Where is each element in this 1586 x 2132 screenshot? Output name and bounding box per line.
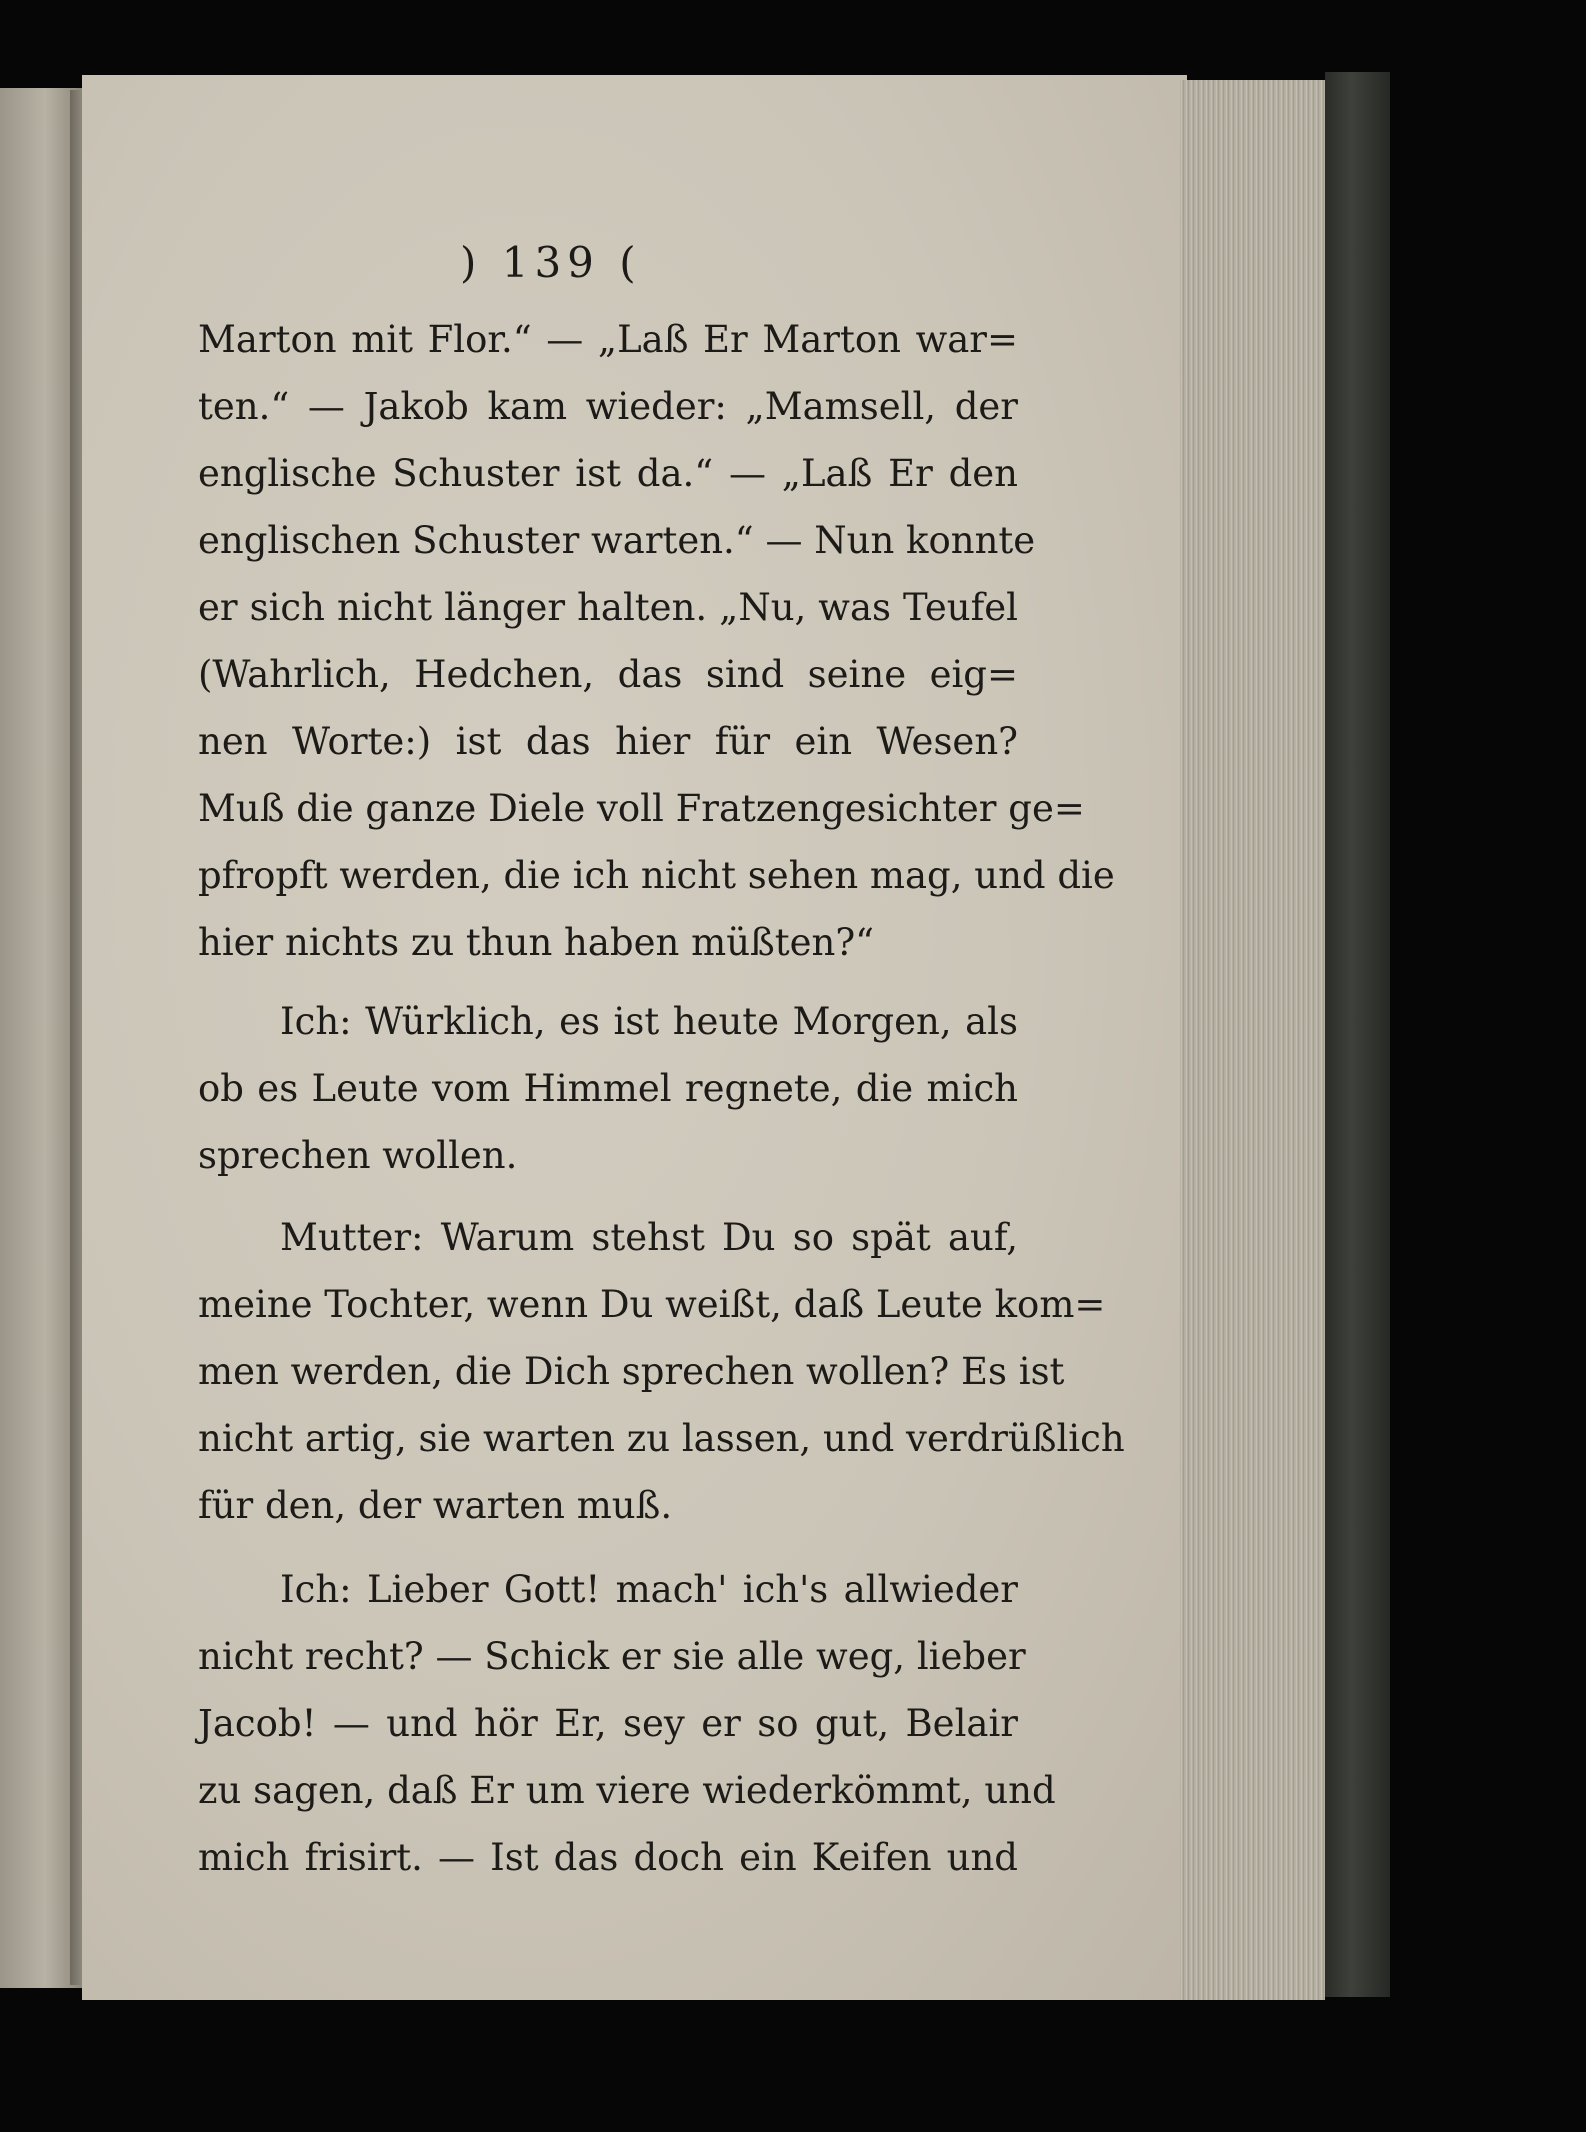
text-line: pfropft werden, die ich nicht sehen mag, und die: [198, 854, 1115, 897]
text-line: englische Schuster ist da.“ — „Laß Er den: [198, 452, 1018, 495]
text-line: für den, der warten muß.: [198, 1484, 673, 1527]
text-line: ten.“ — Jakob kam wieder: „Mamsell, der: [198, 385, 1018, 428]
book-cover-edge: [1325, 72, 1390, 1997]
text-line: ob es Leute vom Himmel regnete, die mich: [198, 1067, 1018, 1110]
text-line: Ich: Lieber Gott! mach' ich's allwieder: [280, 1568, 1018, 1611]
text-line: men werden, die Dich sprechen wollen? Es ist: [198, 1350, 1065, 1393]
page-number: ) 139 (: [460, 238, 642, 287]
text-line: sprechen wollen.: [198, 1134, 518, 1177]
text-line: hier nichts zu thun haben müßten?“: [198, 921, 875, 964]
text-line: nen Worte:) ist das hier für ein Wesen?: [198, 720, 1018, 763]
text-line: englischen Schuster warten.“ — Nun konnte: [198, 519, 1036, 562]
text-line: nicht artig, sie warten zu lassen, und verdrüßlich: [198, 1417, 1125, 1460]
text-line: (Wahrlich, Hedchen, das sind seine eig=: [198, 653, 1018, 696]
text-line: er sich nicht länger halten. „Nu, was Teufel: [198, 586, 1018, 629]
text-line: nicht recht? — Schick er sie alle weg, lieber: [198, 1635, 1026, 1678]
text-line: Marton mit Flor.“ — „Laß Er Marton war=: [198, 318, 1018, 361]
text-line: zu sagen, daß Er um viere wiederkömmt, und: [198, 1769, 1056, 1812]
text-line: mich frisirt. — Ist das doch ein Keifen und: [198, 1836, 1018, 1879]
text-line: Muß die ganze Diele voll Fratzengesichter ge=: [198, 787, 1085, 830]
page-edges: [1180, 80, 1325, 2000]
text-line: Ich: Würklich, es ist heute Morgen, als: [280, 1000, 1018, 1043]
text-line: meine Tochter, wenn Du weißt, daß Leute kom=: [198, 1283, 1106, 1326]
text-line: Jacob! — und hör Er, sey er so gut, Belair: [198, 1702, 1018, 1745]
text-line: Mutter: Warum stehst Du so spät auf,: [280, 1216, 1018, 1259]
